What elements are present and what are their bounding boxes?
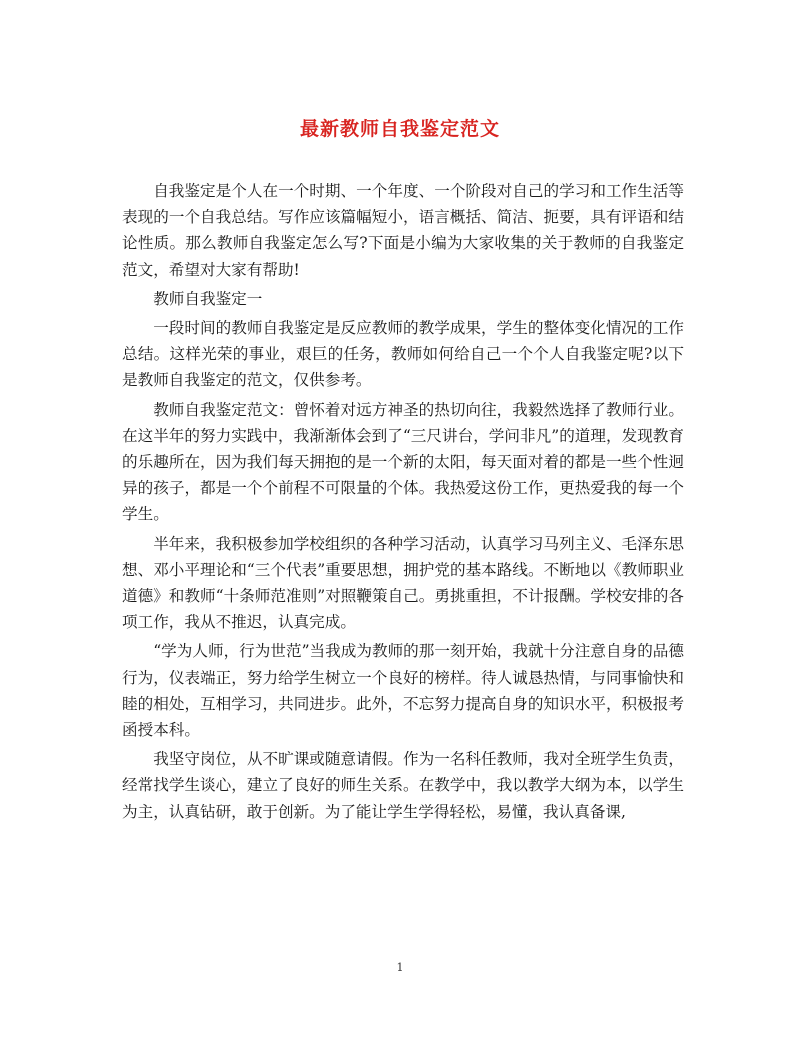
body-paragraph: 半年来，我积极参加学校组织的各种学习活动，认真学习马列主义、毛泽东思想、邓小平理论和“三个代表”重要思想，拥护党的基本路线。不断地以《教师职业道德》和教师“十条师范准则”对照鞭策自己。勇挑重担，不计报酬。学校安排的各项工作，我从不推迟，认真完成。 xyxy=(122,534,684,632)
body-paragraph: 我坚守岗位，从不旷课或随意请假。作为一名科任教师，我对全班学生负责，经常找学生谈心，建立了良好的师生关系。在教学中，我以教学大纲为本，以学生为主，认真钻研，敢于创新。为了能让学生学得轻松，易懂，我认真备课, xyxy=(122,750,684,821)
page-number: 1 xyxy=(396,961,404,974)
document-body xyxy=(122,178,684,825)
body-paragraph: 一段时间的教师自我鉴定是反应教师的教学成果，学生的整体变化情况的工作总结。这样光荣的事业，艰巨的任务，教师如何给自己一个个人自我鉴定呢?以下是教师自我鉴定的范文，仅供参考。 xyxy=(122,319,684,390)
body-paragraph: 教师自我鉴定范文：曾怀着对远方神圣的热切向往，我毅然选择了教师行业。在这半年的努力实践中，我渐渐体会到了“三尺讲台，学问非凡”的道理，发现教育的乐趣所在，因为我们每天拥抱的是一个新的太阳，每天面对着的都是一些个性迥异的孩子，都是一个个前程不可限量的个体。我热爱这份工作，更热爱我的每一个学生。 xyxy=(122,400,684,524)
section-heading: 教师自我鉴定一 xyxy=(153,289,263,308)
document-title: 最新教师自我鉴定范文 xyxy=(299,118,500,140)
body-paragraph: “学为人师，行为世范”当我成为教师的那一刻开始，我就十分注意自身的品德行为，仪表端正，努力给学生树立一个良好的榜样。待人诚恳热情，与同事愉快和睦的相处，互相学习，共同进步。此外，不忘努力提高自身的知识水平，积极报考函授本科。 xyxy=(122,642,684,740)
intro-paragraph: 自我鉴定是个人在一个时期、一个年度、一个阶段对自己的学习和工作生活等表现的一个自我总结。写作应该篇幅短小，语言概括、简洁、扼要，具有评语和结论性质。那么教师自我鉴定怎么写?下面是小编为大家收集的关于教师的自我鉴定范文，希望对大家有帮助! xyxy=(122,182,684,279)
